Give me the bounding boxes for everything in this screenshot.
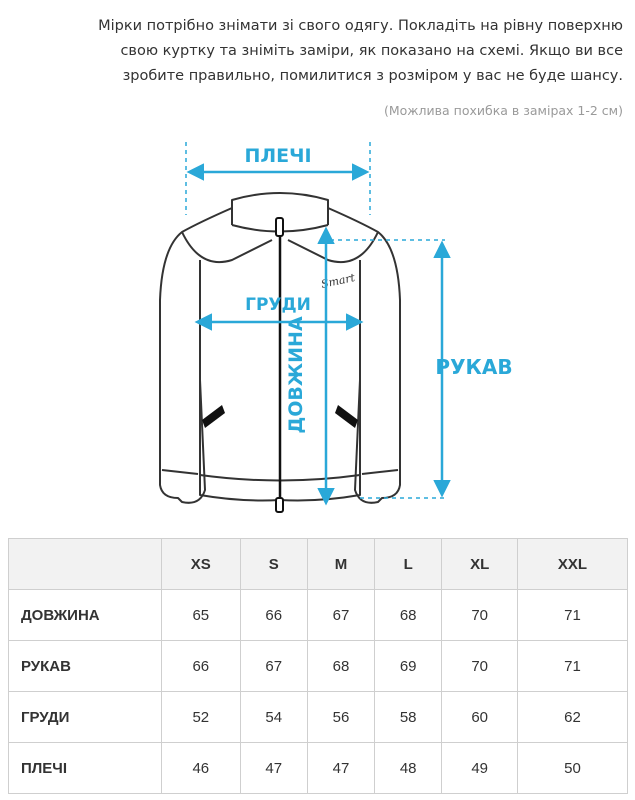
table-cell: 67: [240, 641, 307, 692]
instructions-line-3: зробите правильно, помилитися з розміром у вас не буде шансу.: [122, 68, 623, 84]
table-cell: 50: [518, 743, 628, 794]
sleeve-label: РУКАВ: [435, 355, 513, 379]
length-label: ДОВЖИНА: [285, 316, 307, 434]
jacket-measurement-diagram: [0, 130, 635, 530]
table-cell: 47: [307, 743, 374, 794]
brand-mark: Smart: [319, 271, 357, 291]
table-cell: 68: [375, 590, 442, 641]
row-label: ДОВЖИНА: [9, 590, 162, 641]
zipper-pull-bottom: [276, 498, 283, 512]
size-header: XXL: [518, 539, 628, 590]
table-cell: 54: [240, 692, 307, 743]
measurement-error-note: (Можлива похибка в замірах 1-2 см): [383, 103, 623, 118]
table-cell: 66: [162, 641, 241, 692]
size-header: XS: [162, 539, 241, 590]
table-cell: 71: [518, 590, 628, 641]
instructions-line-2: свою куртку та зніміть заміри, як показано на схемі. Якщо ви все: [120, 43, 623, 59]
table-cell: 69: [375, 641, 442, 692]
table-cell: 58: [375, 692, 442, 743]
table-cell: 46: [162, 743, 241, 794]
table-cell: 48: [375, 743, 442, 794]
row-label: ГРУДИ: [9, 692, 162, 743]
corner-cell: [9, 539, 162, 590]
table-cell: 67: [307, 590, 374, 641]
table-cell: 52: [162, 692, 241, 743]
right-pocket: [335, 405, 358, 428]
size-header: M: [307, 539, 374, 590]
row-label: РУКАВ: [9, 641, 162, 692]
table-cell: 66: [240, 590, 307, 641]
instructions-text: [23, 14, 623, 89]
table-cell: 70: [442, 590, 518, 641]
zipper-pull-top: [276, 218, 283, 236]
table-cell: 60: [442, 692, 518, 743]
size-header: S: [240, 539, 307, 590]
table-cell: 47: [240, 743, 307, 794]
left-pocket: [202, 405, 225, 428]
shoulders-label: ПЛЕЧІ: [244, 145, 312, 167]
table-cell: 70: [442, 641, 518, 692]
size-header: L: [375, 539, 442, 590]
chest-label: ГРУДИ: [245, 295, 311, 315]
table-cell: 68: [307, 641, 374, 692]
table-cell: 49: [442, 743, 518, 794]
table-cell: 71: [518, 641, 628, 692]
table-row: [9, 590, 628, 641]
table-cell: 56: [307, 692, 374, 743]
size-header-row: [9, 539, 628, 590]
table-cell: 65: [162, 590, 241, 641]
size-chart-table: [8, 538, 628, 794]
table-row: [9, 692, 628, 743]
instructions-line-1: Мірки потрібно знімати зі свого одягу. Покладіть на рівну поверхню: [98, 18, 623, 34]
table-cell: 62: [518, 692, 628, 743]
row-label: ПЛЕЧІ: [9, 743, 162, 794]
table-row: [9, 641, 628, 692]
size-header: XL: [442, 539, 518, 590]
table-row: [9, 743, 628, 794]
